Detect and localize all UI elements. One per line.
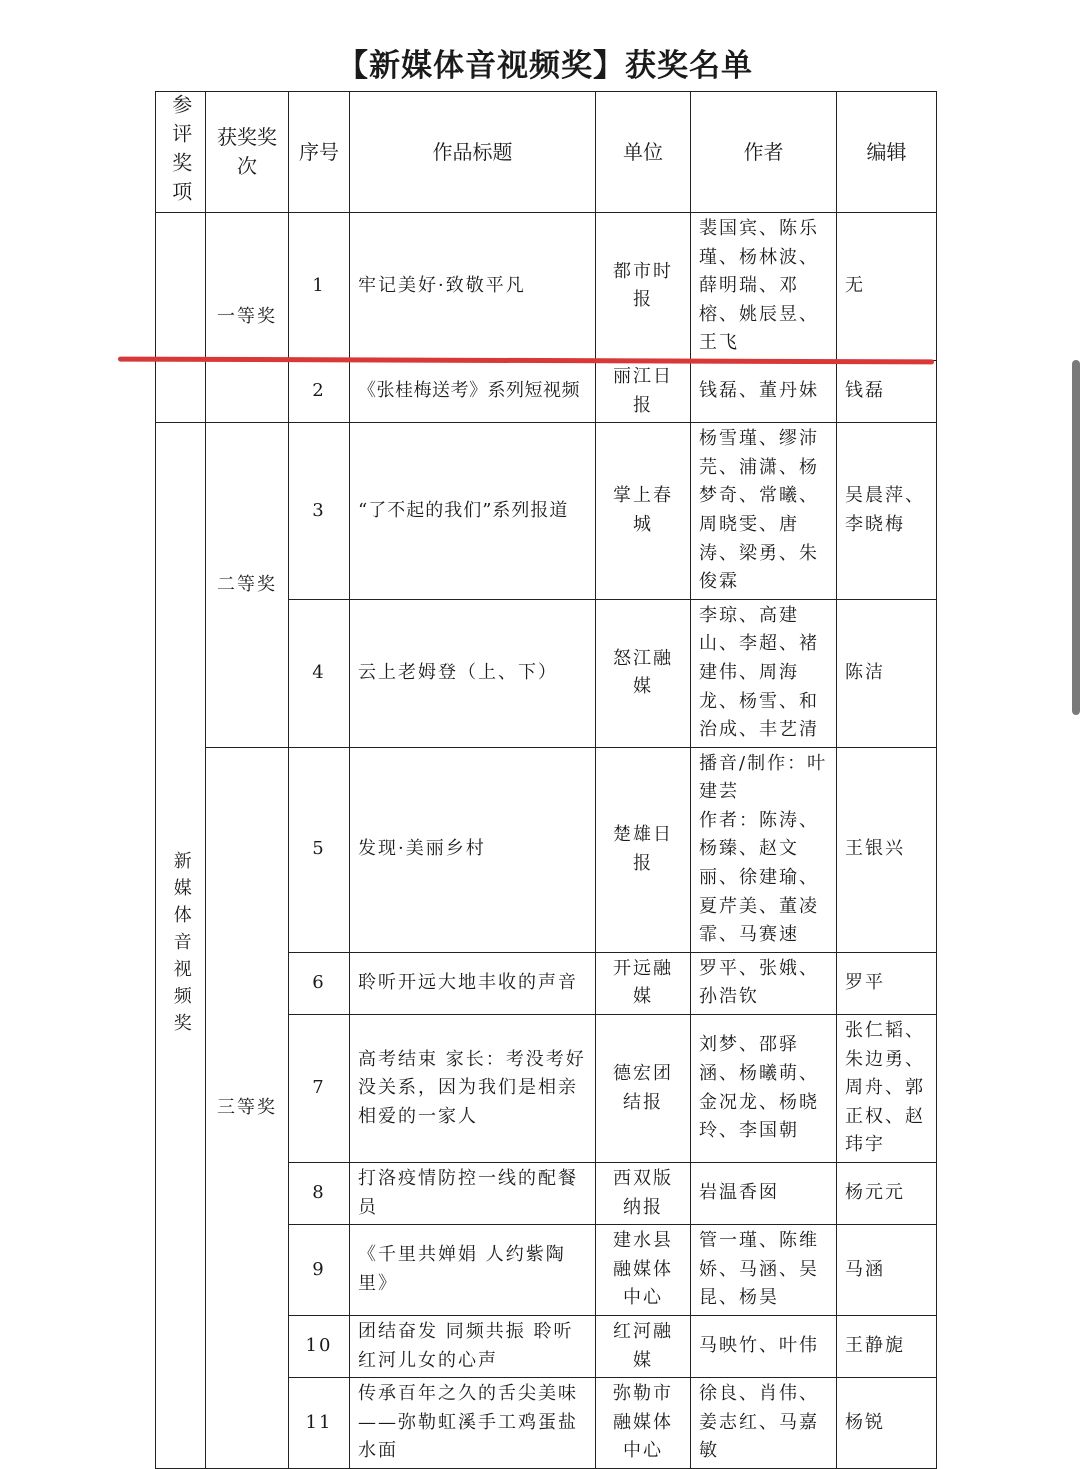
row-work: 云上老姆登（上、下） [350,599,596,747]
row-no: 3 [289,423,350,600]
page-title: 【新媒体音视频奖】获奖名单 [337,48,753,84]
row-editor: 陈洁 [837,599,937,747]
header-level: 获奖奖次 [206,92,289,213]
row-no: 1 [289,213,350,361]
row-editor: 罗平 [837,952,937,1014]
row-unit: 都市时报 [596,213,691,361]
row-unit: 丽江日报 [596,360,691,422]
row-work: 团结奋发 同频共振 聆听红河儿女的心声 [350,1315,596,1377]
row-work: 高考结束 家长：考没考好没关系，因为我们是相亲相爱的一家人 [350,1015,596,1163]
row-author: 刘梦、邵驿涵、杨曦萌、金况龙、杨晓玲、李国朝 [691,1015,837,1163]
row-work: 《张桂梅送考》系列短视频 [350,360,596,422]
row-no: 11 [289,1378,350,1469]
row-no: 10 [289,1315,350,1377]
header-work: 作品标题 [350,92,596,213]
row-author: 杨雪瑾、缪沛芫、浦潇、杨梦奇、常曦、周晓雯、唐涛、梁勇、朱俊霖 [691,423,837,600]
row-editor: 张仁韬、朱边勇、周舟、郭正权、赵玮宇 [837,1015,937,1163]
header-category: 参评奖项 [156,92,206,213]
row-no: 2 [289,360,350,422]
category-cell: 新媒体音视频奖 [156,423,206,1469]
level-first: 一等奖 [206,213,289,423]
header-author: 作者 [691,92,837,213]
row-editor: 王银兴 [837,747,937,952]
row-unit: 弥勒市融媒体中心 [596,1378,691,1469]
category-blank-cell [156,213,206,423]
header-unit: 单位 [596,92,691,213]
row-unit: 开远融媒 [596,952,691,1014]
row-work: 牢记美好·致敬平凡 [350,213,596,361]
row-unit: 楚雄日报 [596,747,691,952]
row-no: 5 [289,747,350,952]
header-row [156,92,937,213]
level-third: 三等奖 [206,747,289,1468]
scrollbar-thumb[interactable] [1072,360,1080,715]
row-editor: 吴晨萍、李晓梅 [837,423,937,600]
row-no: 9 [289,1225,350,1316]
row-author: 钱磊、董丹妹 [691,360,837,422]
row-editor: 马涵 [837,1225,937,1316]
row-author: 徐良、肖伟、姜志红、马嘉敏 [691,1378,837,1469]
row-unit: 建水县融媒体中心 [596,1225,691,1316]
row-unit: 红河融媒 [596,1315,691,1377]
row-no: 7 [289,1015,350,1163]
row-author: 岩温香囡 [691,1163,837,1225]
row-unit: 掌上春城 [596,423,691,600]
row-author: 罗平、张娥、孙浩钦 [691,952,837,1014]
row-author: 裴国宾、陈乐瑾、杨林波、薛明瑞、邓榕、姚辰昱、王飞 [691,213,837,361]
table-row [156,213,937,361]
row-no: 8 [289,1163,350,1225]
row-work: 聆听开远大地丰收的声音 [350,952,596,1014]
row-work: “了不起的我们”系列报道 [350,423,596,600]
row-author: 马映竹、叶伟 [691,1315,837,1377]
row-editor: 钱磊 [837,360,937,422]
header-editor: 编辑 [837,92,937,213]
row-work: 打洛疫情防控一线的配餐员 [350,1163,596,1225]
row-unit: 西双版纳报 [596,1163,691,1225]
row-editor: 王静旎 [837,1315,937,1377]
row-work: 《千里共婵娟 人约紫陶里》 [350,1225,596,1316]
row-editor: 杨锐 [837,1378,937,1469]
row-editor: 杨元元 [837,1163,937,1225]
row-no: 4 [289,599,350,747]
awards-table [155,91,937,1469]
row-unit: 怒江融媒 [596,599,691,747]
header-no: 序号 [289,92,350,213]
row-author: 李琼、高建山、李超、褚建伟、周海龙、杨雪、和治成、丰艺清 [691,599,837,747]
row-no: 6 [289,952,350,1014]
row-work: 传承百年之久的舌尖美味——弥勒虹溪手工鸡蛋盐水面 [350,1378,596,1469]
table-row [156,747,937,952]
table-row [156,423,937,600]
row-author: 播音/制作：叶建芸 作者：陈涛、杨臻、赵文丽、徐建瑜、夏芹美、董凌霏、马赛速 [691,747,837,952]
level-second: 二等奖 [206,423,289,748]
row-work: 发现·美丽乡村 [350,747,596,952]
row-editor: 无 [837,213,937,361]
row-unit: 德宏团结报 [596,1015,691,1163]
row-author: 管一瑾、陈维娇、马涵、吴昆、杨昊 [691,1225,837,1316]
